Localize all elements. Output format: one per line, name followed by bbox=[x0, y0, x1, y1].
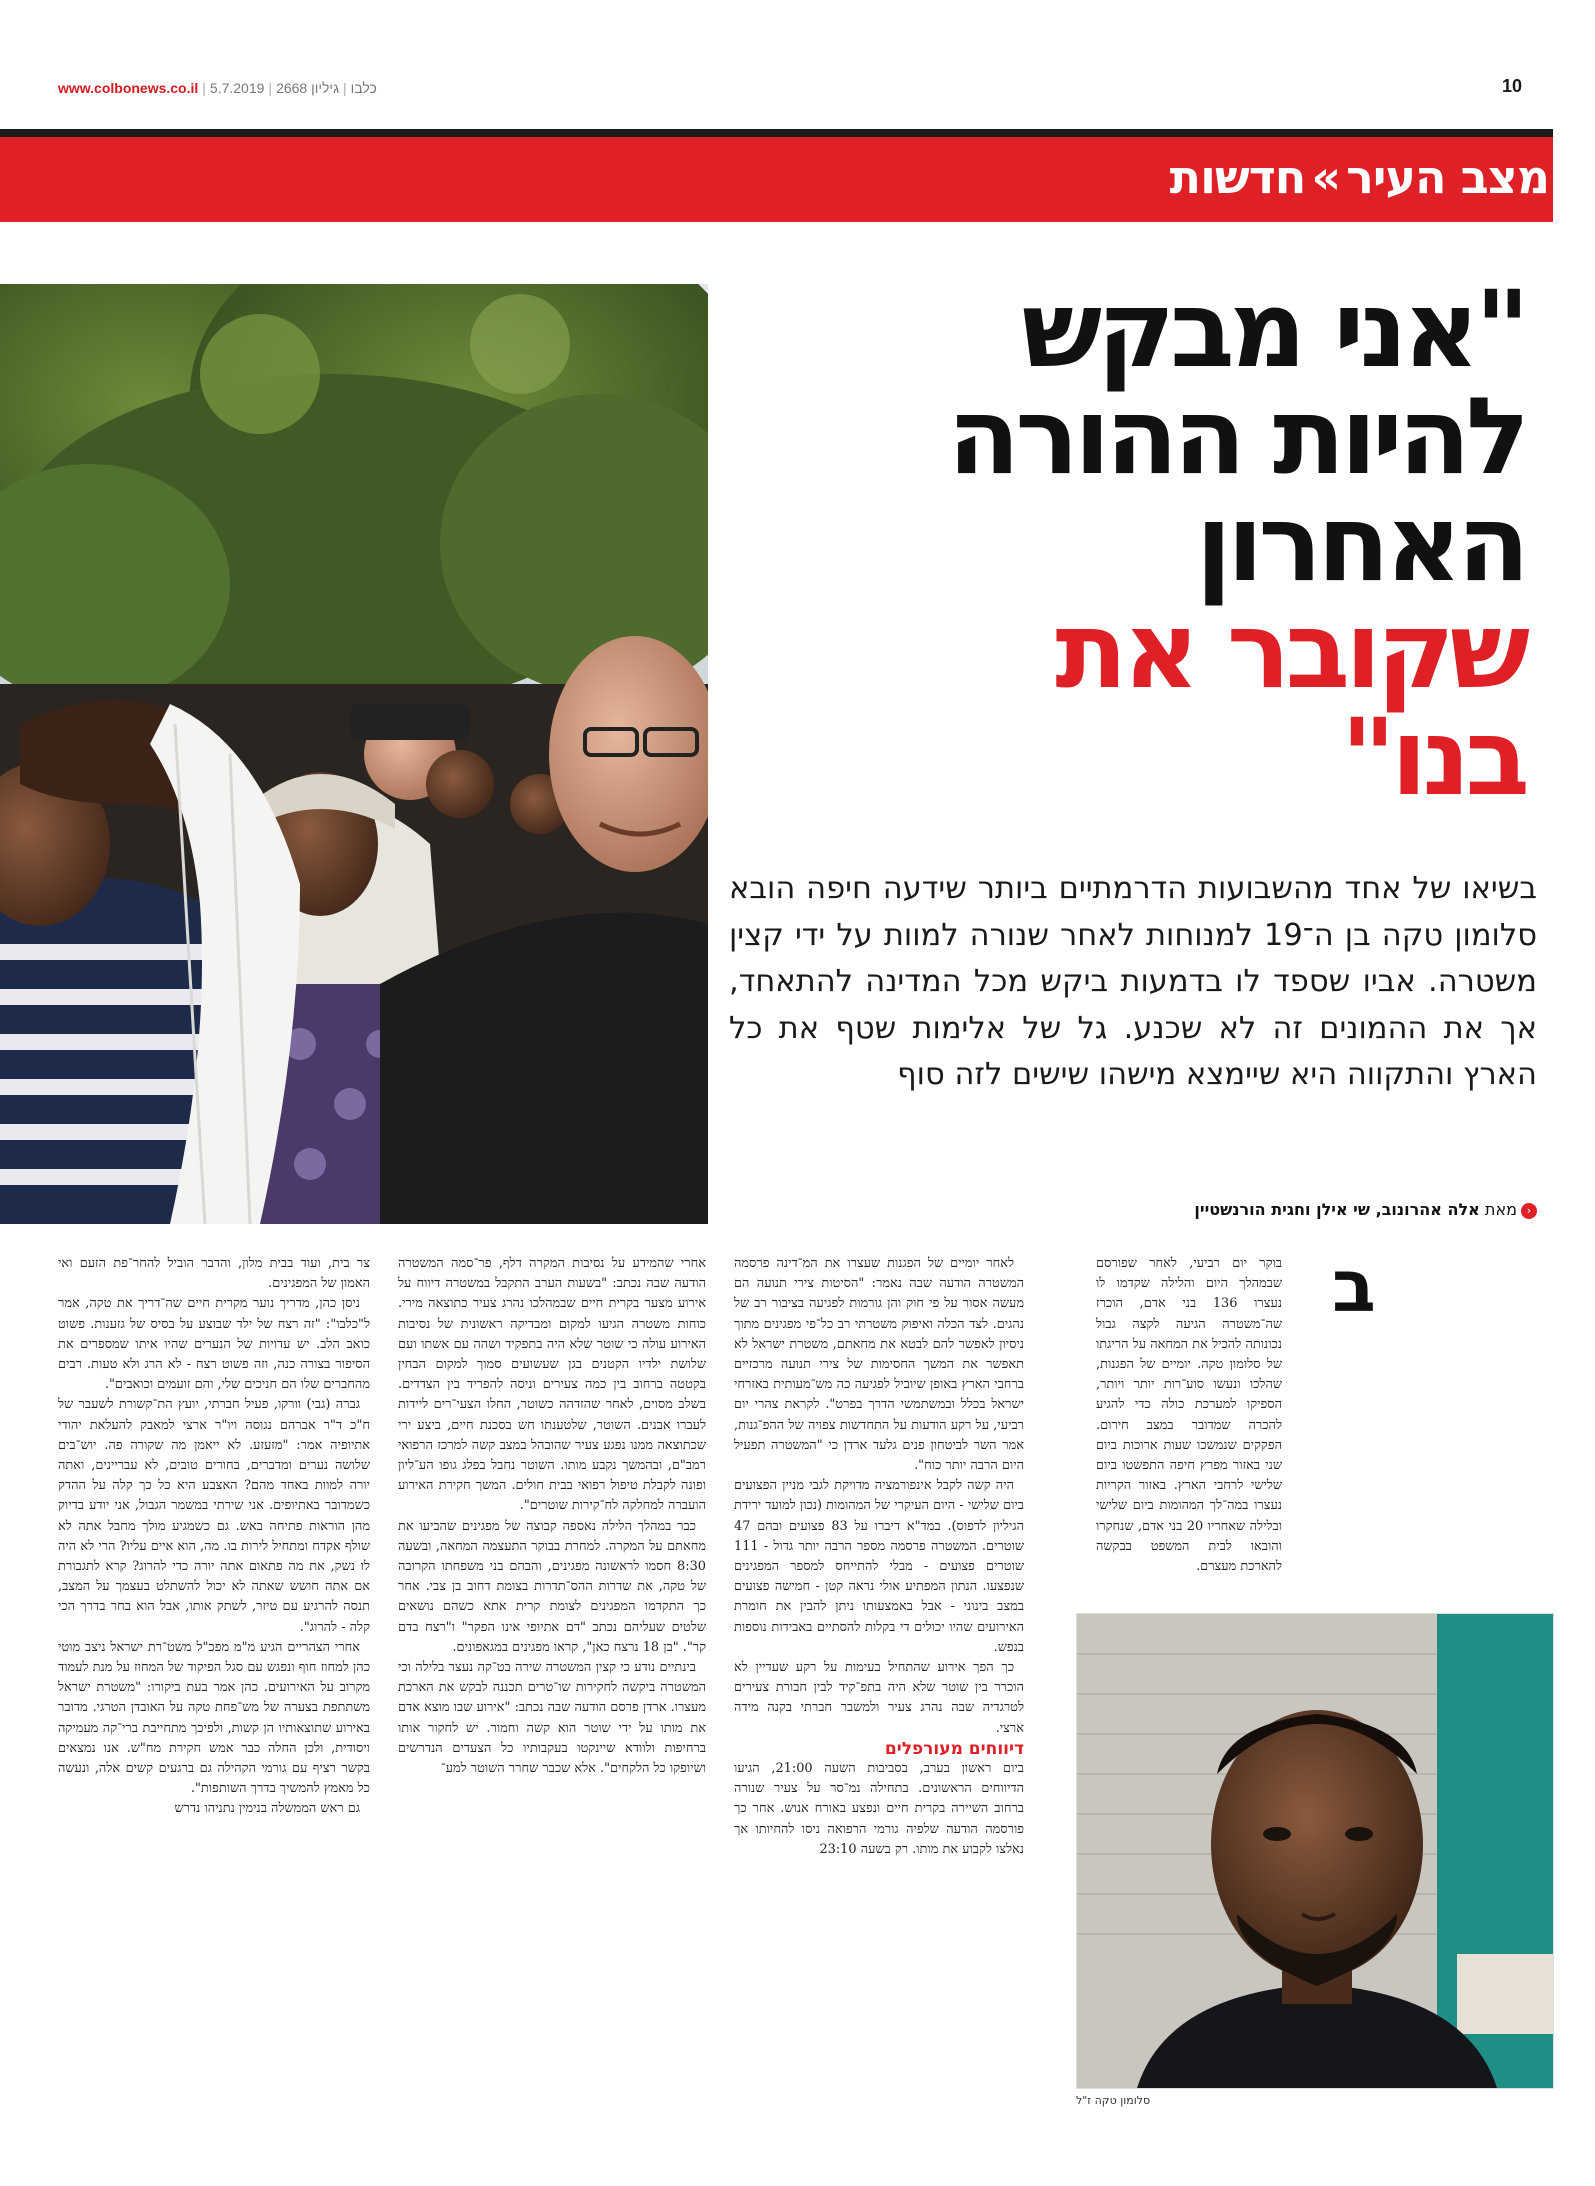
headline-line-2: להיות ההורה bbox=[947, 375, 1525, 498]
masthead-line: www.colbonews.co.il | כלבו|גיליון 2668|5.7.2019 bbox=[58, 80, 377, 96]
paragraph: בוקר יום רביעי, לאחר שפורסם שבמהלך היום והלילה שקדמו לו נעצרו 136 בני אדם, הוכרז שה־משטרה הגיעה לקצה גבול נכונותה להכיל את המחאה על הריגתו של סלומון טקה. יומיים של הפגנות, שהלכו ונעשו סוע־רות יותר ויותר, הספיקו למערכת כולה כדי להגיע להכרה שמדובר במצב חירום. הפקקים שנמשכו שעות ארוכות ביום שני באזור מפרץ חיפה התפשטו ביום שלישי לרחבי הארץ. באזור הקריות נעצרו במה־לך המהומות ביום שלישי ובלילה שאחריו 20 בני אדם, שנחקרו והובאו לבית המשפט בבקשה להארכת מעצרם. bbox=[1096, 1256, 1283, 1575]
issue-number: גיליון 2668 bbox=[276, 80, 339, 96]
article-column-4 bbox=[58, 1254, 370, 1820]
paragraph: גם ראש הממשלה בנימין נתניהו נדרש bbox=[174, 1801, 360, 1817]
byline bbox=[1194, 1200, 1537, 1219]
photo-caption: סלומון טקה ז"ל bbox=[1076, 2094, 1151, 2107]
paragraph: אחרי שהמידע על נסיבות המקרה דלף, פר־סמה המשטרה הודעה שבה נכתב: "בשעות הערב התקבל במשטרה דיווח על אירוע מצער בקרית חיים שבמהלכו נהרג צעיר כתוצאה מירי. כוחות משטרה הגיעו למקום ומבדיקה ראשונית של נסיבות האירוע עולה כי שוטר שלא היה בתפקיד ושהה עם אשתו ועם שלושת ילדיו הקטנים בגן שעשועים סמוך למקום הבחין בקטטה ברחוב בין כמה צעירים וניסה להפריד בין הצדדים. בשלב מסוים, לאחר שהזדהה כשוטר, החלו הצעי־רים ליידות לעברו אבנים. השוטר, שלטענתו חש בסכנת חיים, ביצע ירי שכתוצאה ממנו נפגע צעיר שהובהל במצב קשה למרכז הרפואי רמב"ם, ובהמשך נקבע מותו. השוטר נחבל בפלג גופו הע־ליון ופונה לקבלת טיפול רפואי בבית חולים. המשך חקירת האירוע הועברה למחלקה לח־קירות שוטרים". bbox=[398, 1256, 706, 1514]
publication-name: כלבו bbox=[350, 80, 377, 96]
lede-paragraph: בשיאו של אחד מהשבועות הדרמתיים ביותר שידעה חיפה הובא סלומון טקה בן ה־19 למנוחות לאחר שנורה למוות על ידי קצין משטרה. אביו שספד לו בדמעות ביקש מכל המדינה להתאחד, אך את ההמונים זה לא שכנע. גל של אלימות שטף את כל הארץ והתקווה היא שיימצא מישהו שישים לזה סוף bbox=[729, 871, 1537, 1092]
site-url[interactable]: www.colbonews.co.il bbox=[58, 80, 199, 96]
byline-authors: אלה אהרונוב, שי אילן וחגית הורנשטיין bbox=[1194, 1200, 1480, 1219]
paragraph: כבר במהלך הלילה נאספה קבוצה של מפגינים שהביעו את מחאתם על המקרה. למחרת בבוקר התעצמה המחאה, ובשעה 8:30 חסמו לראשונה מפגינים, והבהם בני משפחתו הקרובה של טקה, את שדרות ההס־תדרות בצומת דחוב בן צבי. אחר כך התקדמו המפגינים לצומת קרית אתא כשהם נושאים שלטים שעליהם נכתב "דם אתיופי אינו הפקר" ו"רצח בדם קר". "בן 18 נרצח כאן", קראו מפגינים במגאפונים. bbox=[398, 1518, 706, 1655]
paragraph: ניסן כהן, מדריך נוער מקרית חיים שה־דריך את טקה, אמר ל"כלבו": "זה רצח של ילד שבוצע על בסיס של גזענות. פשוט כואב הלב. יש עדויות של הנערים שהיו איתו שמספרים את הסיפור בצורה כנה, וזה פשוט רצח - לא הרג ולא טעות. רבים מהחברים שלו הם חניכים שלי, והם זועמים וכואבים". bbox=[58, 1296, 370, 1393]
subheading: דיווחים מעורפלים bbox=[884, 1738, 1024, 1759]
funeral-photo bbox=[0, 284, 708, 1224]
article-column-1 bbox=[1096, 1254, 1328, 1577]
page-number: 10 bbox=[1502, 76, 1523, 96]
byline-prefix: מאת bbox=[1484, 1200, 1517, 1219]
article-column-3 bbox=[398, 1254, 706, 1779]
headline bbox=[705, 268, 1525, 819]
headline-line-4: שקובר את bbox=[1055, 589, 1525, 712]
headline-line-3: האחרון bbox=[1195, 482, 1525, 605]
issue-date: 5.7.2019 bbox=[209, 80, 265, 96]
paragraph: צר בית, ועוד בבית מלון, והדבר הוביל להחר־פת הזעם ואי האמון של המפגינים. bbox=[58, 1256, 370, 1292]
paragraph: היה קשה לקבל אינפורמציה מדויקת לגבי מניין הפצועים ביום שלישי - היום העיקרי של המהומות (נכון למועד ירידת הגיליון לדפוס). במד"א דיברו על 83 פצועים ובהם 47 שוטרים. המשטרה פרסמה מספר הרבה יותר גדול - 111 שוטרים פצועים - מבלי להתייחס למספר המפגינים שנפצעו. הנתון המפתיע אולי נראה קטן - חמישה פצועים במצב בינוני - אבל באמצעותו ניתן להבין את חומרת האירועים שהיו יכולים די בקלות להסתיים באבידות נוספות בנפש. bbox=[734, 1478, 1024, 1655]
section-main: חדשות bbox=[1169, 150, 1306, 204]
headline-line-5: בנו" bbox=[1340, 696, 1525, 819]
paragraph: ביום ראשון בערב, בסביבות השעה 21:00, הגיעו הדיווחים הראשונים. בתחילה נמ־סר על צעיר שנורה ברחוב השיירה בקרית חיים ונפצע באורח אנוש. אחר כך פורסמה הודעה שלפיה גורמי הרפואה ניסו להחיותו אך נאלצו לקבוע את מותו. רק בשעה 23:10 bbox=[734, 1761, 1024, 1857]
paragraph: גברה (גבי) וורקו, פעיל חברתי, יועץ הת־קשורת לשעבר של ח"כ ד"ר אברהם נגוסה ויו"ר ארצי למאבק להעלאת יהודי אתיופיה אמר: "מזעזע. לא ייאמן מה שקורה פה. יוש־בים שלושה נערים ומדברים, בחורים טובים, לא עבריינים, ואתה יורה למוות באחד מהם? האצבע היא כל כך קלה על ההדק כשמדובר באתיופים. אני שירתי במשמר הגבול, אני יודע בדיוק מהן הוראות פתיחה באש. גם כשמגיע מולך מחבל אתה לא שולף אקדח ומתחיל לירות בו. מה, הוא איים עליו? הרי לא היה לו נשק, את מה פתאום אתה יורה כדי להרוג? קרא לתגבורת אם אתה חושש שאתה לא יכול להשתלט בעצמך על המצב, תנסה להרגיע עם טיזר, לשתק אותו, אבל הוא בחר בדרך הכי קלה - להרוג". bbox=[58, 1397, 370, 1635]
section-sub: מצב העיר bbox=[1346, 150, 1549, 204]
paragraph: אחרי הצהריים הגיע מ"מ מפכ"ל משט־רת ישראל ניצב מוטי כהן למחוז חוף ונפגש עם סגל הפיקוד של המחוז על מנת לעמוד מקרוב על האירועים. כהן אמר בעת ביקורו: "משטרת ישראל משתתפת בצערה של מש־פחת טקה על האובדן הטרגי. מדובר באירוע שתוצאותיו הן קשות, ולפיכך מתחייבת ברי־קה מעמיקה ויסודית, ולכן החלה כבר אמש חקירת מח"ש. אנו נמצאים בקשר רציף עם גורמי הקהילה גם ברגעים קשים אלה, ונעשה כל מאמץ להמשיך בדרך השותפות". bbox=[58, 1639, 370, 1797]
portrait-photo bbox=[1076, 1613, 1554, 2089]
article-column-2 bbox=[734, 1254, 1024, 1860]
drop-cap: ב bbox=[1332, 1244, 1376, 1328]
headline-line-1: "אני מבקש bbox=[1021, 268, 1525, 391]
double-chevron-icon: » bbox=[1311, 150, 1341, 204]
paragraph: בינתיים נודע כי קצין המשטרה שירה בט־קה נעצר בלילה וכי המשטרה ביקשה לחקירות שו־טרים תכננה לבקש את הארכת מעצרו. ארדן פרסם הודעה שבה נכתב: "אירוע שבו מוצא אדם את מותו על ידי שוטר הוא קשה וחמור. יש לחקור אותו ברחיפות ולוודא שיינקטו בעקבותיו כל הצעדים הנדרשים ושיופקו כל הלקחים". אלא שכבר שחרר השוטר למע־ bbox=[398, 1660, 706, 1777]
arrow-circle-icon: ‹ bbox=[1521, 1203, 1537, 1219]
header-black-rule bbox=[0, 129, 1553, 137]
paragraph: כך הפך אירוע שהתחיל בעימות על רקע שעדיין לא הוכרר בין שוטר שלא היה בתפ־קיד לבין חבורת צעירים לטרגדיה שבה נהרג צעיר ולמשבר חברתי בקנה מידה ארצי. bbox=[734, 1660, 1024, 1736]
section-title bbox=[1170, 150, 1549, 204]
paragraph: לאחר יומיים של הפגנות שעצרו את המ־דינה פרסמה המשטרה הודעה שבה נאמר: "הסיטות צירי תנועה הם מעשה אסור על פי חוק והן גורמות לפגיעה בציבור רב של נהגים. לצד הכלה ואיפוק משטרתי רב כל־פי מפגינים מתוך ניסיון לאפשר להם לבטא את מחאתם, משטרת ישראל לא תאפשר את המשך החסימות של צירי תנועה מרכזיים ברחבי הארץ באופן שיוביל לפגיעה כה מש־מעותית באזרחי ישראל בכלל ובמשתמשי הדרך בפרט". לקראת צהרי יום רביעי, על רקע הודעות על התחדשות צפויה של ההפ־גנות, אמר השר לביטחון פנים גלעד ארדן כי "המשטרה תפעיל היום הרבה יותר כוח". bbox=[734, 1256, 1024, 1474]
